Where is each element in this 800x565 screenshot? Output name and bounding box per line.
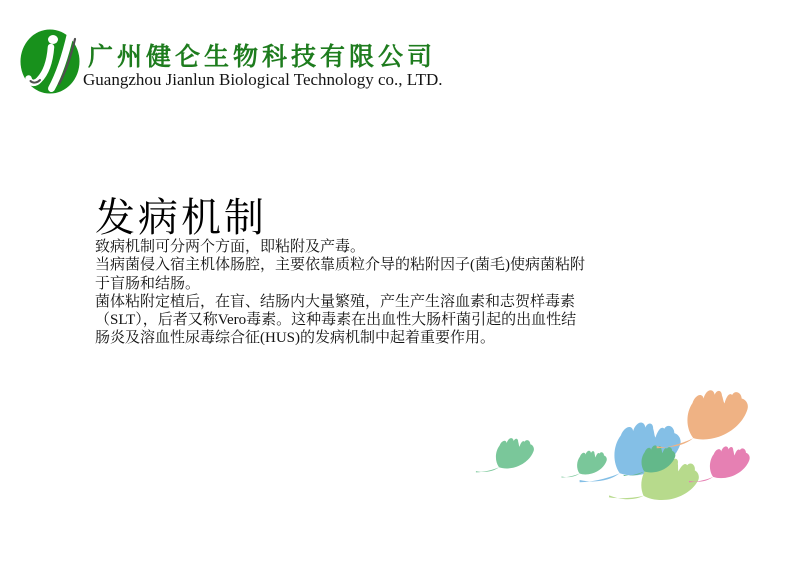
body-text-line: 当病菌侵入宿主机体肠腔，主要依靠质粒介导的粘附因子(菌毛)使病菌粘附	[95, 257, 585, 274]
body-text-line: 菌体粘附定植后，在盲、结肠内大量繁殖，产生产生溶血素和志贺样毒素	[95, 293, 576, 310]
company-name-chinese: 广州健仑生物科技有限公司	[88, 44, 437, 71]
body-text-line: （SLT），后者又称Vero毒素。这种毒素在出血性大肠杆菌引起的出血性结	[95, 312, 577, 329]
body-text-line: 于盲肠和结肠。	[95, 275, 201, 292]
company-logo	[20, 28, 80, 94]
ginkgo-leaf-green-left-icon	[474, 432, 538, 477]
ginkgo-leaf-pink-icon	[687, 440, 754, 487]
ginkgo-leaf-green-small-icon	[560, 446, 610, 481]
page-title: 发病机制	[95, 195, 267, 240]
body-paragraph	[95, 238, 585, 348]
body-text-line: 致病机制可分两个方面，即粘附及产毒。	[95, 239, 366, 255]
company-name-english: Guangzhou Jianlun Biological Technology co., LTD.	[83, 70, 443, 89]
body-text-line: 肠炎及溶血性尿毒综合征(HUS)的发病机制中起着重要作用。	[95, 330, 496, 347]
